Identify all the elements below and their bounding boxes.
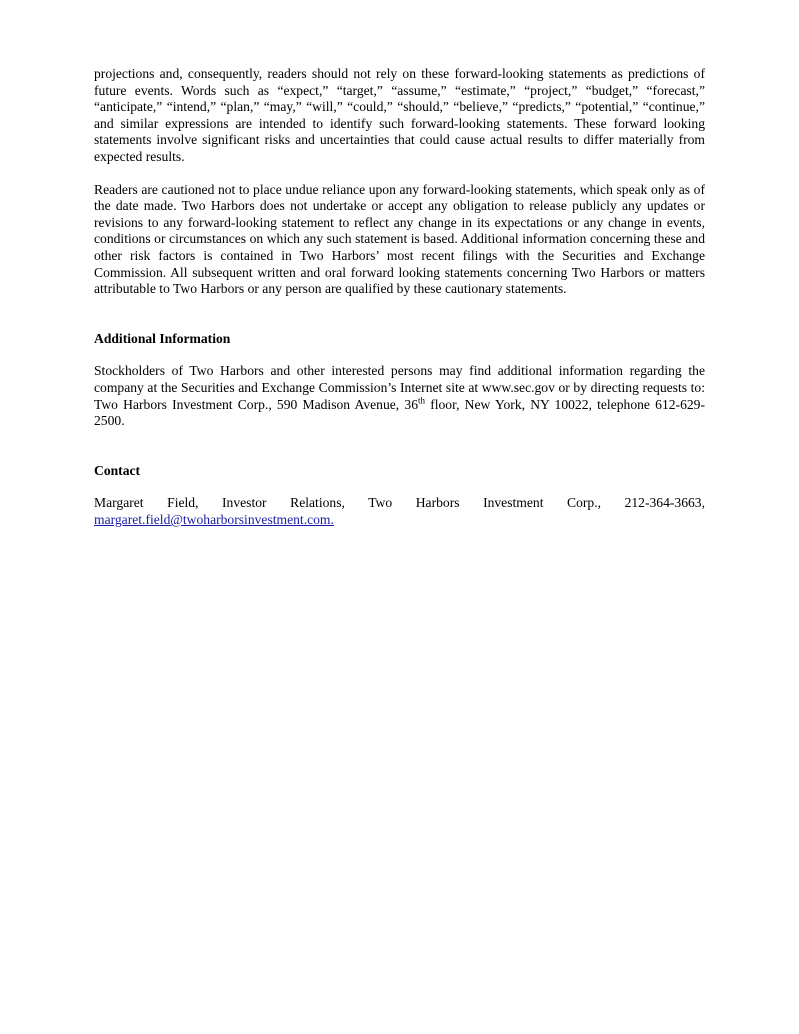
contact-text: Margaret Field, Investor Relations, Two Harbors Investment Corp., 212-364-3663, bbox=[94, 495, 705, 511]
ordinal-superscript: th bbox=[418, 394, 426, 405]
contact-email-link[interactable]: margaret.field@twoharborsinvestment.com. bbox=[94, 511, 334, 527]
additional-information-text: Stockholders of Two Harbors and other interested persons may find additional information regarding the company at the Securities and Exchange Commission’s Internet site at www.sec.gov or by directing requests to: Two Harbors Investment Corp., 590 Madison Avenue, 36 bbox=[94, 363, 705, 412]
contact-paragraph bbox=[94, 495, 705, 528]
forward-looking-paragraph: projections and, consequently, readers should not rely on these forward-looking statements as predictions of future events. Words such as “expect,” “target,” “assume,” “estimate,” “project,” “budget,” “forecast,” “anticipate,” “intend,” “plan,” “may,” “will,” “could,” “should,” “believe,” “predicts,” “potential,” “continue,” and similar expressions are intended to identify such forward-looking statements. These forward looking statements involve significant risks and uncertainties that could cause actual results to differ materially from expected results. bbox=[94, 66, 705, 164]
contact-heading: Contact bbox=[94, 462, 141, 478]
additional-information-text-end: floor, New York, NY 10022, telephone 612-629-2500. bbox=[94, 396, 705, 429]
additional-information-paragraph bbox=[94, 363, 705, 429]
additional-information-heading: Additional Information bbox=[94, 330, 231, 346]
cautionary-paragraph: Readers are cautioned not to place undue reliance upon any forward-looking statements, which speak only as of the date made. Two Harbors does not undertake or accept any obligation to release publicly any updates or revisions to any forward-looking statement to reflect any change in its expectations or any change in events, conditions or circumstances on which any such statement is based. Additional information concerning these and other risk factors is contained in Two Harbors’ most recent filings with the Securities and Exchange Commission. All subsequent written and oral forward looking statements concerning Two Harbors or matters attributable to Two Harbors or any person are qualified by these cautionary statements. bbox=[94, 181, 705, 297]
